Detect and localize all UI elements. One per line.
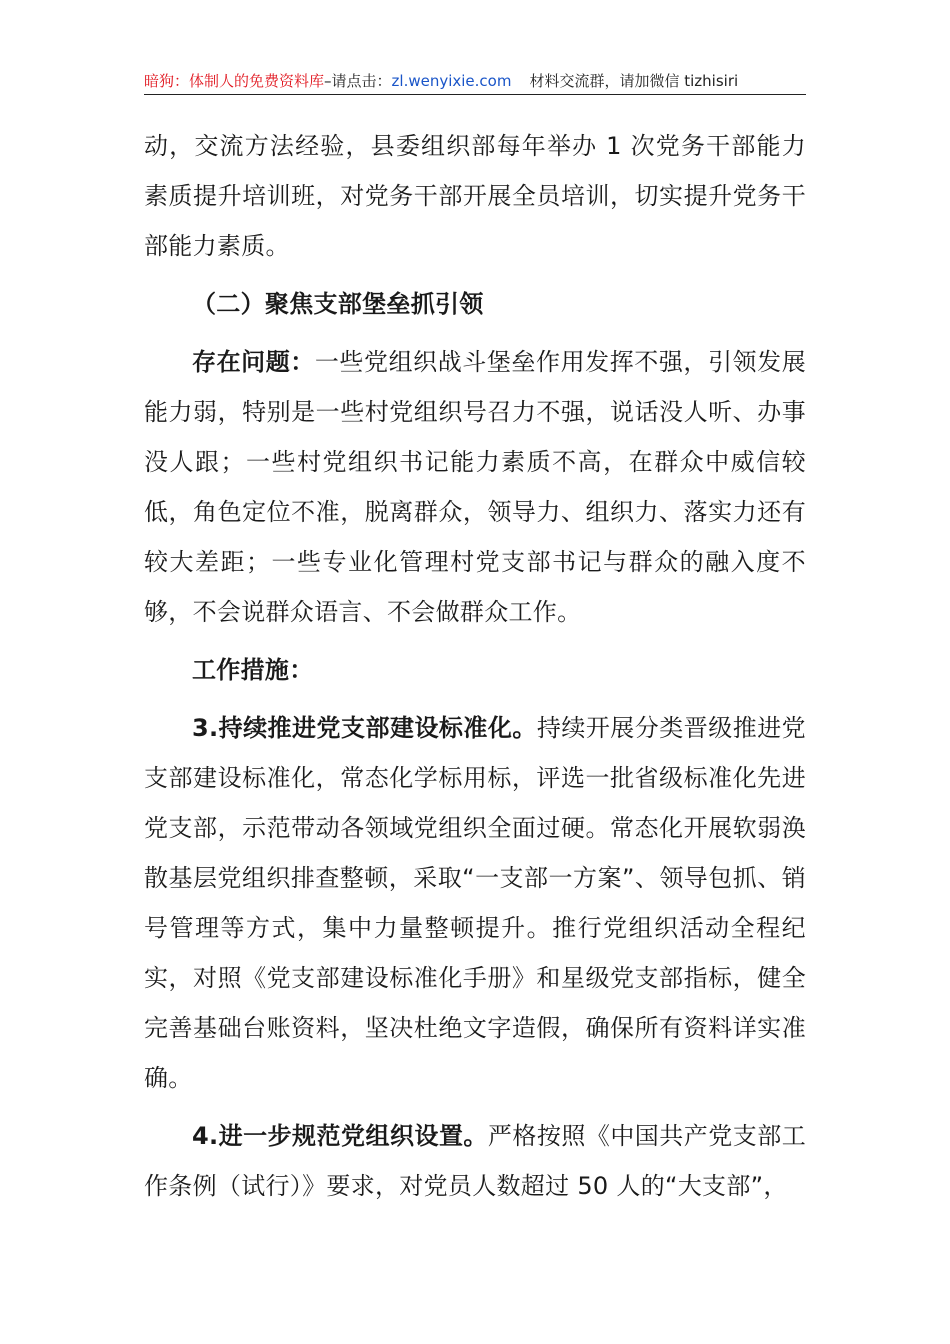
item-4-title: 4.进一步规范党组织设置。 [192, 1122, 488, 1150]
problems-label: 存在问题： [192, 348, 315, 376]
section-heading-2: （二）聚焦支部堡垒抓引领 [192, 290, 484, 318]
measures-label: 工作措施： [192, 656, 314, 684]
item-3-text: 持续开展分类晋级推进党支部建设标准化，常态化学标用标，评选一批省级标准化先进党支部，示范带动各领域党组织全面过硬。常态化开展软弱涣散基层党组织排查整顿，采取“一支部一方案”、领导包抓、销号管理等方式，集中力量整顿提升。推行党组织活动全程纪实，对照《党支部建设标准化手册》和星级党支部指标，健全完善基础台账资料，坚决杜绝文字造假，确保所有资料详实准确。 [144, 714, 806, 1092]
document-body [144, 121, 806, 1211]
paragraph-item-4 [144, 1111, 806, 1211]
header-url-link[interactable]: zl.wenyixie.com [391, 72, 512, 90]
problems-text: 一些党组织战斗堡垒作用发挥不强，引领发展能力弱，特别是一些村党组织号召力不强，说话没人听、办事没人跟；一些村党组织书记能力素质不高，在群众中威信较低，角色定位不准，脱离群众，领导力、组织力、落实力还有较大差距；一些专业化管理村党支部书记与群众的融入度不够，不会说群众语言、不会做群众工作。 [144, 348, 807, 626]
paragraph-item-3 [144, 703, 806, 1103]
item-4-text: 严格按照《中国共产党支部工作条例（试行）》要求，对党员人数超过 50 人的“大支部”， [144, 1122, 806, 1200]
paragraph-problems [144, 337, 806, 637]
header-click-prompt: –请点击： [324, 72, 392, 90]
paragraph-training: 动，交流方法经验，县委组织部每年举办 1 次党务干部能力素质提升培训班，对党务干部开展全员培训，切实提升党务干部能力素质。 [144, 132, 806, 260]
header-site-name: 暗狗：体制人的免费资料库 [144, 72, 325, 90]
header-group-info: 材料交流群，请加微信 tizhisiri [529, 72, 739, 90]
item-3-title: 3.持续推进党支部建设标准化。 [192, 714, 537, 742]
page-header [144, 68, 806, 95]
